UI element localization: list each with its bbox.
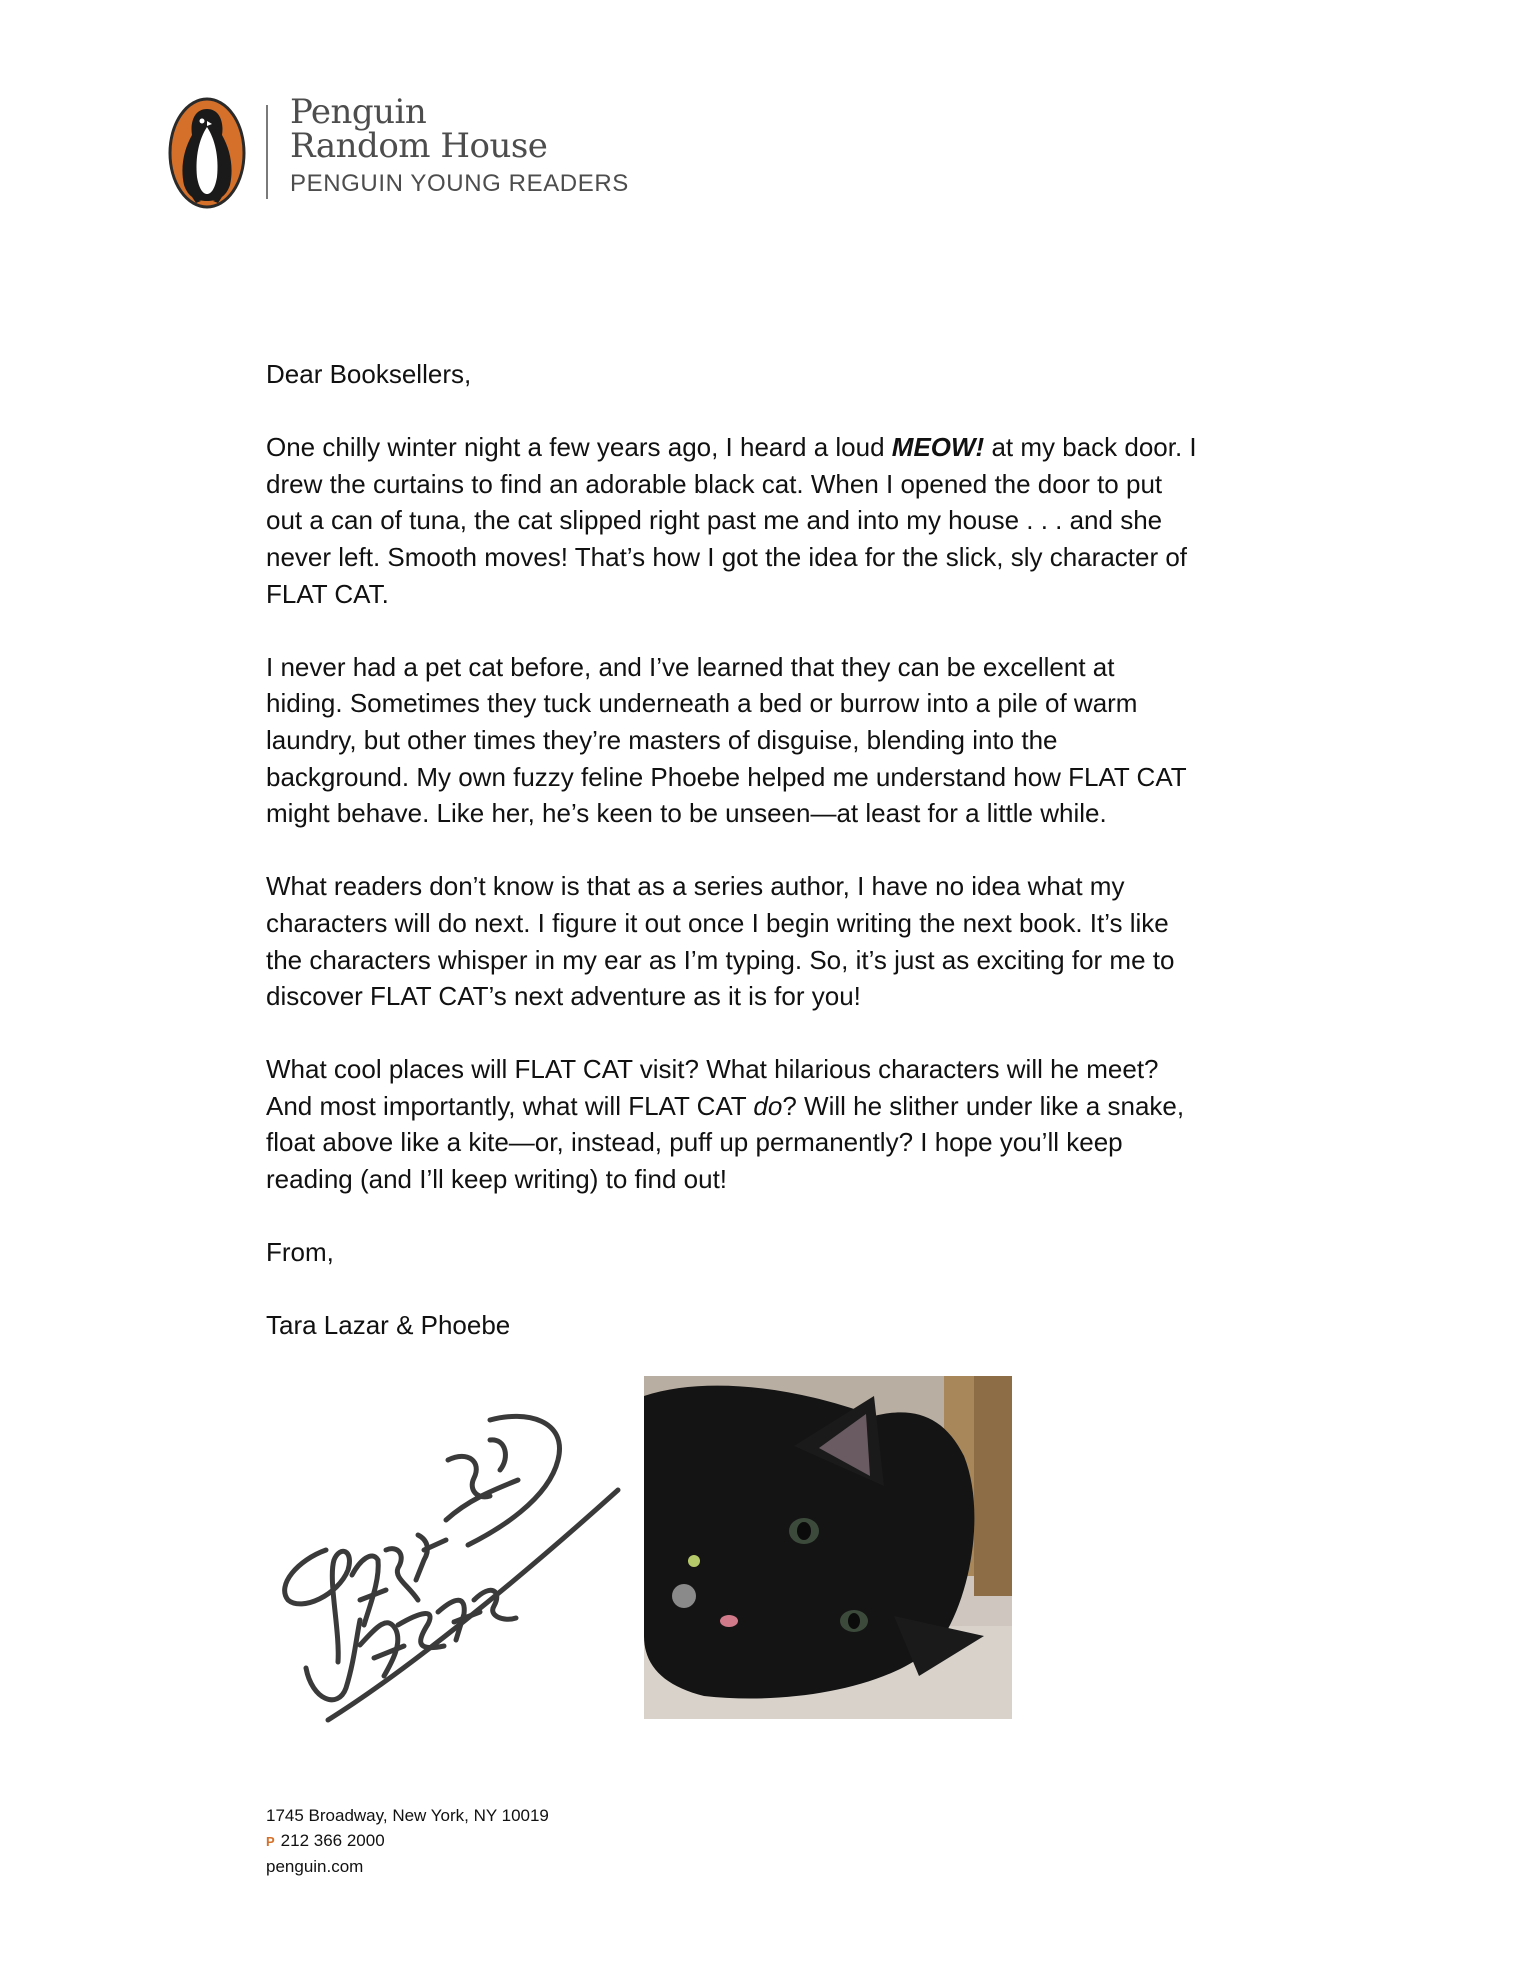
text-run: at my back door. I (984, 432, 1197, 463)
emphasis-meow: MEOW! (891, 432, 985, 463)
logo-line-penguin: Penguin (290, 92, 427, 132)
paragraph-line: background. My own fuzzy feline Phoebe helped me understand how FLAT CAT (266, 761, 1187, 792)
paragraph-2 (266, 649, 1266, 832)
paragraph-1 (266, 429, 1266, 612)
paragraph-line: never left. Smooth moves! That’s how I got the idea for the slick, sly character of (266, 541, 1188, 572)
signoff: Tara Lazar & Phoebe (266, 1310, 511, 1341)
letter-body (266, 356, 1266, 1344)
penguin-logo-icon (168, 97, 246, 209)
paragraph-line: I never had a pet cat before, and I’ve learned that they can be excellent at (266, 651, 1115, 682)
paragraph-line: the characters whisper in my ear as I’m typing. So, it’s just as exciting for me to (266, 944, 1175, 975)
logo-line-random-house: Random House (290, 126, 548, 166)
paragraph-line: characters will do next. I figure it out once I begin writing the next book. It’s like (266, 907, 1169, 938)
paragraph-line (266, 1088, 1266, 1125)
paragraph-3 (266, 868, 1266, 1014)
paragraph-line: float above like a kite—or, instead, puff up permanently? I hope you’ll keep (266, 1127, 1123, 1158)
logo-divider (266, 105, 268, 199)
emphasis-do: do (753, 1090, 783, 1121)
signature-image (268, 1400, 638, 1730)
paragraph-line: drew the curtains to find an adorable black cat. When I opened the door to put (266, 468, 1163, 499)
paragraph-line: What readers don’t know is that as a series author, I have no idea what my (266, 871, 1125, 902)
paragraph-line: hiding. Sometimes they tuck underneath a bed or burrow into a pile of warm (266, 688, 1138, 719)
paragraph-line (266, 429, 1266, 466)
paragraph-line: might behave. Like her, he’s keen to be unseen—at least for a little while. (266, 798, 1107, 829)
phone-label: P (266, 1834, 275, 1849)
cat-photo (644, 1376, 1012, 1719)
footer-phone-row (266, 1828, 549, 1854)
text-run: One chilly winter night a few years ago, I heard a loud (266, 432, 892, 463)
logo-line-imprint: PENGUIN YOUNG READERS (290, 170, 629, 197)
text-run: And most importantly, what will FLAT CAT (266, 1090, 754, 1121)
text-run: ? Will he slither under like a snake, (782, 1090, 1185, 1121)
footer-phone: 212 366 2000 (280, 1831, 385, 1850)
letterhead-footer (266, 1803, 549, 1879)
paragraph-line: out a can of tuna, the cat slipped right past me and into my house . . . and she (266, 505, 1163, 536)
paragraph-line: reading (and I’ll keep writing) to find out! (266, 1164, 728, 1195)
closing: From, (266, 1237, 334, 1268)
paragraph-line: What cool places will FLAT CAT visit? What hilarious characters will he meet? (266, 1054, 1159, 1085)
publisher-logo (168, 92, 648, 212)
paragraph-4 (266, 1051, 1266, 1197)
footer-website[interactable]: penguin.com (266, 1857, 364, 1876)
logo-wordmark (290, 92, 629, 199)
paragraph-line: laundry, but other times they’re masters of disguise, blending into the (266, 724, 1058, 755)
paragraph-line: discover FLAT CAT’s next adventure as it is for you! (266, 981, 861, 1012)
salutation: Dear Booksellers, (266, 359, 472, 389)
footer-address: 1745 Broadway, New York, NY 10019 (266, 1806, 549, 1825)
paragraph-line: FLAT CAT. (266, 578, 389, 609)
